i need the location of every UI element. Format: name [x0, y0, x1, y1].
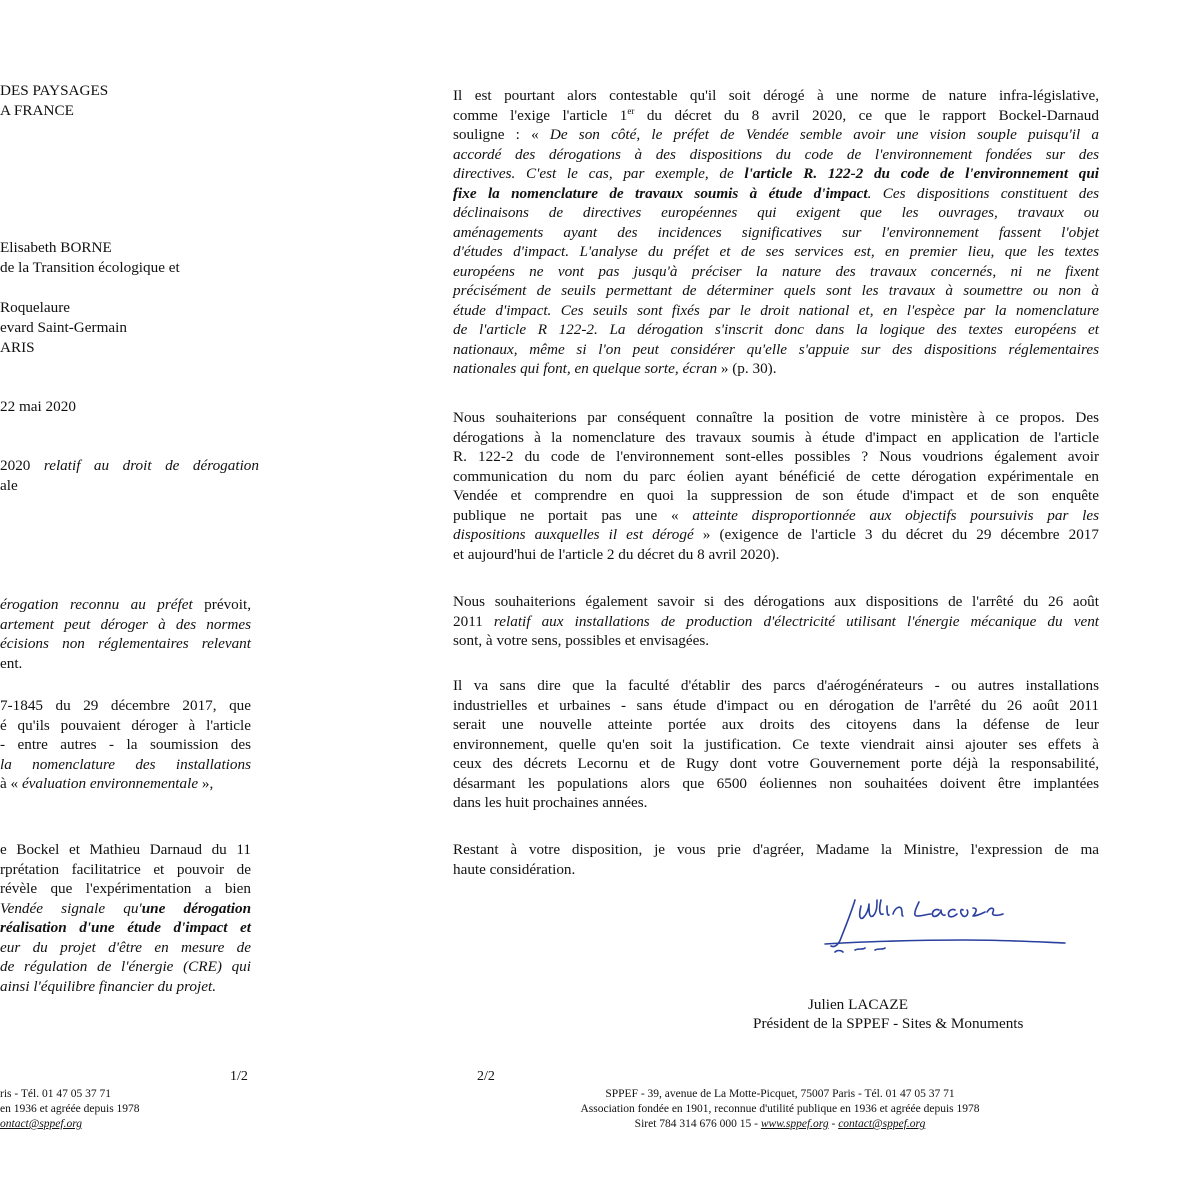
paragraph-line: nationaux, même si l'on peut considérer qu'elle s'appuie sur des dispositions réglementaires: [453, 340, 1099, 358]
paragraph-line: serait une nouvelle atteinte portée aux droits des citoyens dans la défense de leur: [453, 716, 1099, 733]
paragraph-line: é qu'ils pouvaient déroger à l'article: [0, 716, 251, 734]
letter-date: 22 mai 2020: [0, 398, 76, 415]
paragraph-line: environnement, quelle qu'en soit la justification. Ce texte viendrait ainsi ajouter ses effets à: [453, 735, 1099, 753]
email-link[interactable]: contact@sppef.org: [838, 1118, 926, 1130]
paragraph-line: artement peut déroger à des normes: [0, 615, 251, 633]
text-part: . Ces dispositions constituent des: [867, 184, 1100, 202]
text-part: 2011: [453, 612, 494, 630]
paragraph-line: accordé des dérogations à des dispositions du code de l'environnement fondées sur des: [453, 145, 1099, 163]
footer-line: SPPEF - 39, avenue de La Motte-Picquet, 75007 Paris - Tél. 01 47 05 37 71: [605, 1088, 955, 1100]
paragraph-line: écisions non réglementaires relevant: [0, 635, 251, 652]
paragraph-line: [453, 359, 777, 379]
text-part: atteinte disproportionnée aux objectifs poursuivis par les: [692, 506, 1099, 524]
paragraph-line: haute considération.: [453, 860, 576, 878]
paragraph-line: Restant à votre disposition, je vous prie d'agréer, Madame la Ministre, l'expression de ma: [453, 841, 1099, 858]
text-part: er: [627, 105, 635, 116]
paragraph-line: Vendée et comprendre en quoi la suppression de son étude d'impact et de son enquête: [453, 487, 1099, 504]
paragraph-line: Nous souhaiterions également savoir si des dérogations aux dispositions de l'arrêté du 26 août: [453, 593, 1099, 610]
signatory-name: Julien LACAZE: [808, 996, 908, 1013]
text-part: nationales qui font, en quelque sorte, écran: [453, 360, 718, 377]
text-part: directives. C'est le cas, par exemple, de: [453, 165, 745, 182]
footer-text: Siret 784 314 676 000 15 -: [634, 1118, 761, 1130]
paragraph-line: communication du nom du parc éolien ayant bénéficié de cette dérogation expérimentale en: [453, 467, 1099, 485]
paragraph-line: 7-1845 du 29 décembre 2017, que: [0, 697, 251, 714]
recipient-name: Elisabeth BORNE: [0, 239, 112, 256]
paragraph-line: aménagements ayant des incidences significatives sur l'environnement fassent l'objet: [453, 223, 1099, 241]
text-part: prévoit,: [192, 596, 251, 613]
page-number: 2/2: [477, 1069, 495, 1084]
text-part: l'article R. 122-2 du code de l'environnement qui: [744, 165, 1099, 182]
paragraph-line: [453, 106, 1099, 126]
text-part: publique ne portait pas une «: [453, 506, 693, 524]
text-part: » (p. 30).: [717, 360, 777, 377]
paragraph-line: réalisation d'une étude d'impact et: [0, 919, 251, 936]
text-part: à «: [0, 775, 22, 792]
paragraph-line: [453, 164, 1099, 184]
footer: [500, 1087, 1060, 1132]
paragraph-line: [453, 506, 1099, 526]
paragraph-line: [453, 125, 1099, 145]
paragraph-line: la nomenclature des installations: [0, 755, 251, 773]
text-part: dispositions auxquelles il est dérogé: [453, 526, 694, 543]
text-part: fixe la nomenclature de travaux soumis à étude d'impact: [453, 184, 868, 202]
paragraph-line: dérogations à la nomenclature des travaux soumis à étude d'impact en application de l'article: [453, 428, 1099, 446]
paragraph-line: [453, 184, 1099, 204]
text-part: De son côté, le préfet de Vendée semble avoir une vision souple puisqu'il a: [549, 126, 1100, 143]
paragraph-line: ent.: [0, 654, 23, 672]
paragraph-line: industrielles et urbaines - sans étude d'impact ou en dérogation de l'arrêté du 26 août 2011: [453, 696, 1099, 714]
paragraph-line: de l'article R 122-2. La dérogation s'inscrit donc dans la logique des textes européens et: [453, 321, 1099, 338]
footer-text: -: [828, 1118, 839, 1130]
subject-text: ale: [0, 477, 18, 494]
email-link[interactable]: ontact@sppef.org: [0, 1118, 83, 1130]
handwritten-signature: [815, 888, 1075, 958]
text-part: évaluation environnementale: [21, 775, 199, 792]
paragraph-line: déclinaisons de directives européennes qui exigent que les ouvrages, travaux ou: [453, 204, 1099, 221]
paragraph-line: de régulation de l'énergie (CRE) qui: [0, 958, 251, 975]
text-part: Vendée signale qu': [0, 899, 142, 917]
text-part: relatif aux installations de production d'électricité utilisant l'énergie mécanique du vent: [493, 612, 1100, 630]
paragraph-line: européens ne vont pas jusqu'à préciser la nature des travaux concernés, ni ne fixent: [453, 262, 1099, 280]
paragraph-line: d'études d'impact. L'analyse du préfet et de ses services est, en premier lieu, que les textes: [453, 243, 1099, 260]
recipient-address-line: evard Saint-Germain: [0, 319, 127, 336]
subject-text-part: relatif au droit de dérogation: [43, 457, 259, 474]
paragraph-line: ainsi l'équilibre financier du projet.: [0, 977, 216, 995]
recipient-city: ARIS: [0, 339, 35, 356]
text-part: une dérogation: [141, 899, 252, 917]
footer-line: Association fondée en 1901, reconnue d'utilité publique en 1936 et agréée depuis 1978: [580, 1103, 980, 1115]
paragraph-line: [453, 525, 1099, 545]
recipient-title: de la Transition écologique et: [0, 259, 180, 276]
paragraph-line: et aujourd'hui de l'article 2 du décret du 8 avril 2020).: [453, 545, 780, 563]
paragraph-line: révèle que l'expérimentation a bien: [0, 880, 251, 897]
paragraph-line: - entre autres - la soumission des: [0, 736, 251, 753]
footer-line: ris - Tél. 01 47 05 37 71: [0, 1088, 111, 1100]
text-part: souligne : «: [453, 126, 550, 143]
paragraph-line: étude d'impact. Ces seuils sont fixés par le droit national et, en l'espèce par la nomenclature: [453, 301, 1099, 319]
paragraph-line: Nous souhaiterions par conséquent connaître la position de votre ministère à ce propos. Des: [453, 409, 1099, 426]
paragraph-line: Il est pourtant alors contestable qu'il soit dérogé à une norme de nature infra-législative,: [453, 87, 1099, 104]
text-part: érogation reconnu au préfet: [0, 596, 193, 613]
paragraph-line: dans les huit prochaines années.: [453, 794, 648, 811]
paragraph-line: [453, 612, 1099, 632]
website-link[interactable]: www.sppef.org: [760, 1118, 829, 1130]
footer-line: [500, 1117, 1060, 1132]
paragraph-line: e Bockel et Mathieu Darnaud du 11: [0, 841, 251, 858]
subject-text-part: 2020: [0, 457, 44, 474]
page-number: 1/2: [230, 1069, 248, 1084]
text-part: du décret du 8 avril 2020, ce que le rapport Bockel-Darnaud: [634, 106, 1099, 124]
paragraph-line: rprétation facilitatrice et pouvoir de: [0, 860, 251, 878]
letterhead-line: DES PAYSAGES: [0, 82, 109, 99]
recipient-address-line: Roquelaure: [0, 299, 71, 316]
paragraph-line: désarmant les populations alors que 6500 éoliennes non souhaitées doivent être implantées: [453, 774, 1099, 792]
paragraph-line: eur du projet d'être en mesure de: [0, 938, 251, 956]
paragraph-line: Il va sans dire que la faculté d'établir des parcs d'aérogénérateurs - ou autres installations: [453, 677, 1099, 694]
text-part: »,: [198, 775, 214, 792]
paragraph-line: ceux des décrets Lecornu et de Rugy dont votre Gouvernement porte déjà la responsabilité,: [453, 755, 1099, 772]
text-part: comme l'exige l'article 1: [453, 106, 628, 124]
text-part: » (exigence de l'article 3 du décret du 29 décembre 2017: [693, 526, 1099, 543]
paragraph-line: précisément de seuils permettant de déterminer quels sont les travaux à soumettre ou non à: [453, 282, 1099, 299]
signatory-title: Président de la SPPEF - Sites & Monuments: [753, 1015, 1024, 1032]
letterhead-line: A FRANCE: [0, 102, 74, 119]
paragraph-line: R. 122-2 du code de l'environnement sont-elles possibles ? Nous voudrions également avoir: [453, 448, 1099, 465]
footer-line: en 1936 et agréée depuis 1978: [0, 1103, 140, 1115]
paragraph-line: sont, à votre sens, possibles et envisagées.: [453, 632, 710, 649]
